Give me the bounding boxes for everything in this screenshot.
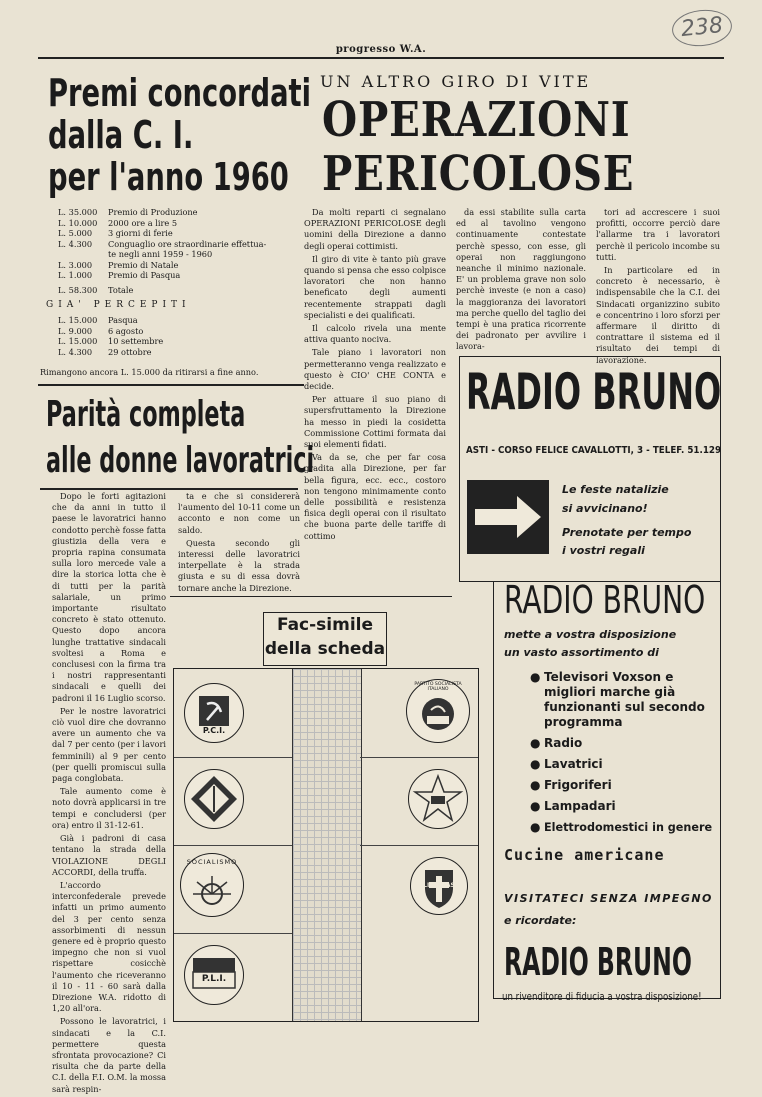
pli-label: P.L.I.: [201, 974, 227, 984]
pci-label: P.C.I.: [202, 726, 226, 735]
list-item: ● Televisori Voxson e migliori marche già funzionanti sul secondo programma: [530, 670, 705, 729]
paragraph: tori ad accrescere i suoi profitti, occorre perciò dare l'allarme tra i lavoratori perchè il pericolo incombe su tutti.: [596, 207, 720, 262]
bullet-icon: ●: [530, 778, 541, 792]
percepiti-row: L. 15.000 Pasqua: [58, 315, 138, 325]
publication-header: progresso W.A.: [335, 44, 427, 55]
ballot-divider: [174, 845, 292, 846]
list-item: ● Lampadari: [530, 799, 616, 813]
pci-symbol: [184, 683, 244, 743]
paragraph: Per attuare il suo piano di supersfruttamento la Direzione ha messo in piedi la cosidetta Commissione Cottimi formata dai suoi elementi fidati.: [304, 394, 446, 450]
ad2-product-list: [530, 670, 716, 841]
ballot-divider: [174, 933, 292, 934]
ad1-line3: Prenotate per tempo: [562, 526, 692, 539]
premi-row: L. 35.000 Premio di Produzione: [58, 207, 198, 217]
paragraph: Possono le lavoratrici, i sindacati e la C.I. permettere questa sfrontata provocazione? Ci risulta che da parte della C.I. della F.I. O.M. la mossa sarà respin-: [52, 1016, 166, 1094]
paragraph: Da molti reparti ci segnalano OPERAZIONI PERICOLOSE degli uomini della Direzione a danno degli operai cottimisti.: [304, 207, 446, 251]
percepiti-label: GIA' PERCEPITI: [46, 300, 191, 310]
header-rule: [38, 57, 724, 59]
parita-title-line: Parità completa: [46, 394, 246, 435]
list-item: ● Elettrodomestici in genere: [530, 820, 713, 834]
operazioni-kicker: UN ALTRO GIRO DI VITE: [320, 72, 592, 91]
scudo-symbol: [184, 769, 244, 829]
radio-bruno-name-2: RADIO BRUNO: [504, 578, 706, 622]
parita-title: [46, 392, 314, 484]
psdi-symbol: [180, 853, 244, 917]
parita-col-1: [52, 491, 166, 1097]
socialismo-label: SOCIALISMO: [186, 858, 238, 866]
ballot-title-line: Fac-simile: [276, 615, 374, 635]
section-rule: [40, 488, 298, 490]
bullet-icon: ●: [530, 799, 541, 813]
ad2-intro2: un vasto assortimento di: [504, 646, 659, 659]
star-crown-icon: [409, 770, 467, 828]
list-item: ● Radio: [530, 736, 583, 750]
ad1-line1: Le feste natalizie: [562, 483, 669, 496]
percepiti-row: L. 4.300 29 ottobre: [58, 346, 152, 357]
section-rule: [38, 384, 304, 386]
ballot-grid: [292, 669, 362, 1021]
premi-title: [48, 72, 311, 198]
radio-bruno-logo: RADIO BRUNO: [466, 363, 722, 421]
visit-line1: VISITATECI SENZA IMPEGNO: [504, 892, 713, 905]
premi-row: L. 10.000 2000 ore a lire 5: [58, 217, 178, 228]
ballot-title: [263, 612, 387, 666]
percepiti-row: L. 15.000 10 settembre: [58, 336, 164, 346]
page-number: 238: [670, 7, 733, 49]
operazioni-col-2: [456, 207, 586, 355]
premi-title-line: dalla C. I.: [48, 113, 194, 157]
ballot-title-line: della scheda: [264, 639, 386, 659]
ad2-intro1: mette a vostra disposizione: [504, 628, 677, 641]
bullet-icon: ●: [530, 820, 541, 834]
diamond-emblem-icon: [185, 770, 243, 828]
pli-symbol: [184, 945, 244, 1005]
operazioni-title-line2: PERICOLOSE: [322, 146, 635, 202]
paragraph: Per le nostre lavoratrici ciò vuol dire che dovranno avere un aumento che va dal 7 per cento (per i lavori femminili) al 9 per cento (per quelli promiscui sulla paga conglobata.: [52, 705, 166, 784]
bullet-icon: ●: [530, 670, 541, 684]
ad1-line2: si avvicinano!: [562, 502, 648, 515]
operazioni-col-3: [596, 207, 720, 368]
paragraph: In particolare ed in concreto è necessario, è indispensabile che la C.I. dei Sindacati organizzino subito e concentrino i loro sforzi per affermare il diritto di contrattare il sistema ed il risultato dei tempi di lavorazione.: [596, 265, 720, 365]
premi-title-line: Premi concordati: [48, 71, 312, 115]
paragraph: ta e che si considererà l'aumento del 10-11 come un acconto e non come un saldo.: [178, 491, 300, 535]
premi-row: L. 3.000 Premio di Natale: [58, 259, 179, 270]
premi-row: te negli anni 1959 - 1960: [108, 249, 213, 259]
parita-title-line: alle donne lavoratrici: [46, 440, 315, 481]
premi-title-line: per l'anno 1960: [48, 155, 289, 199]
premi-row: L. 4.300 Conguaglio ore straordinarie effettua-: [58, 238, 267, 249]
visit-line2: e ricordate:: [504, 914, 577, 927]
percepiti-row: L. 9.000 6 agosto: [58, 325, 144, 336]
premi-total-row: L. 58.300 Totale: [58, 284, 134, 295]
paragraph: Tale piano i lavoratori non permetteranno venga realizzato e questo è CIO' CHE CONTA e decide.: [304, 347, 446, 392]
parita-col-2: [178, 491, 300, 596]
paragraph: Dopo le forti agitazioni che da anni in tutto il paese le lavoratrici hanno condotto perchè fosse fatta giustizia della vera e propria rapina consumata sulla loro mercede vale a dire la storica lotta che è di tutti per la parità salariale, un primo importante risultato concreto è stato ottenuto. Questo dopo ancora lunghe trattative sindacali svoltesi a Roma e conclusesi con la firma tra i nostri rappresentanti sindacali e quelli dei padroni il 16 Luglio scorso.: [52, 491, 166, 703]
remaining-note: Rimangono ancora L. 15.000 da ritirarsi a fine anno.: [40, 367, 259, 377]
paragraph: Va da se, che per far cosa gradita alla Direzione, per far bella figura, ecc. ecc., costoro non tengono minimamente conto delle possibilità e resistenza fisica degli operai con il risultato che buona parte delle tariffe di cottimo: [304, 452, 446, 541]
psi-label: PARTITO SOCIALISTA ITALIANO: [414, 682, 462, 692]
list-item: ● Lavatrici: [530, 757, 603, 771]
pdium-symbol: [408, 769, 468, 829]
operazioni-title-line1: OPERAZIONI: [322, 92, 631, 148]
ballot-divider: [360, 845, 478, 846]
radio-tagline: un rivenditore di fiducia a vostra disposizione!: [502, 991, 702, 1003]
bullet-icon: ●: [530, 757, 541, 771]
arrow-panel: [467, 480, 549, 554]
list-item: ● Frigoriferi: [530, 778, 612, 792]
paragraph: Questa secondo gli interessi delle lavoratrici interpellate è la strada giusta e su di essa dovrà tornare anche la Direzione.: [178, 537, 300, 593]
paragraph: Tale aumento come è noto dovrà applicarsi in tre tempi e concludersi (per ora) entro il 31-12-61.: [52, 786, 166, 830]
paragraph: Già i padroni di casa tentano la strada della VIOLAZIONE DEGLI ACCORDI, della truffa.: [52, 833, 166, 877]
radio-bruno-address: ASTI - CORSO FELICE CAVALLOTTI, 3 - TELEF. 51.129: [466, 445, 722, 456]
paragraph: da essi stabilite sulla carta ed al tavolino vengono continuamente contestate perchè spesso, con esse, gli operai non raggiungono neanche il minimo nazionale. E' un problema grave non solo perchè investe (e non a caso) la maggioranza dei lavoratori ma perche quello del taglio dei tempi è una pratica ricorrente dei padronato per avvilire i lavora-: [456, 207, 586, 352]
premi-row: L. 5.000 3 giorni di ferie: [58, 228, 173, 238]
psi-symbol: [406, 679, 470, 743]
cucine-americane: Cucine americane: [504, 846, 665, 864]
arrow-right-icon: [467, 480, 549, 554]
libertas-label: LIBERTAS: [423, 882, 455, 889]
ad1-line4: i vostri regali: [562, 544, 645, 557]
bullet-icon: ●: [530, 736, 541, 750]
operazioni-col-1: [304, 207, 446, 544]
paragraph: Il giro di vite è tanto più grave quando si pensa che esso colpisce lavoratori che non hanno beneficato degli aumenti recentemente strappati dagli specialisti e dei qualificati.: [304, 253, 446, 320]
paragraph: Il calcolo rivela una mente attiva quanto nociva.: [304, 323, 446, 345]
radio-bruno-footer: RADIO BRUNO: [504, 940, 692, 984]
paragraph: L'accordo interconfederale prevede infatti un primo aumento del 3 per cento senza assorbimenti di nessun genere ed è proprio questo impegno che non si vuol rispettare cosicchè l'aumento che riceveranno il 10 - 11 - 60 sarà dalla Direzione W.A. ridotto di 1,20 all'ora.: [52, 879, 166, 1014]
dc-symbol: [410, 857, 468, 915]
ballot-divider: [174, 757, 292, 758]
ballot-divider: [360, 757, 478, 758]
ballot-facsimile: [173, 668, 479, 1022]
premi-row: L. 1.000 Premio di Pasqua: [58, 270, 181, 280]
section-rule: [170, 596, 452, 597]
